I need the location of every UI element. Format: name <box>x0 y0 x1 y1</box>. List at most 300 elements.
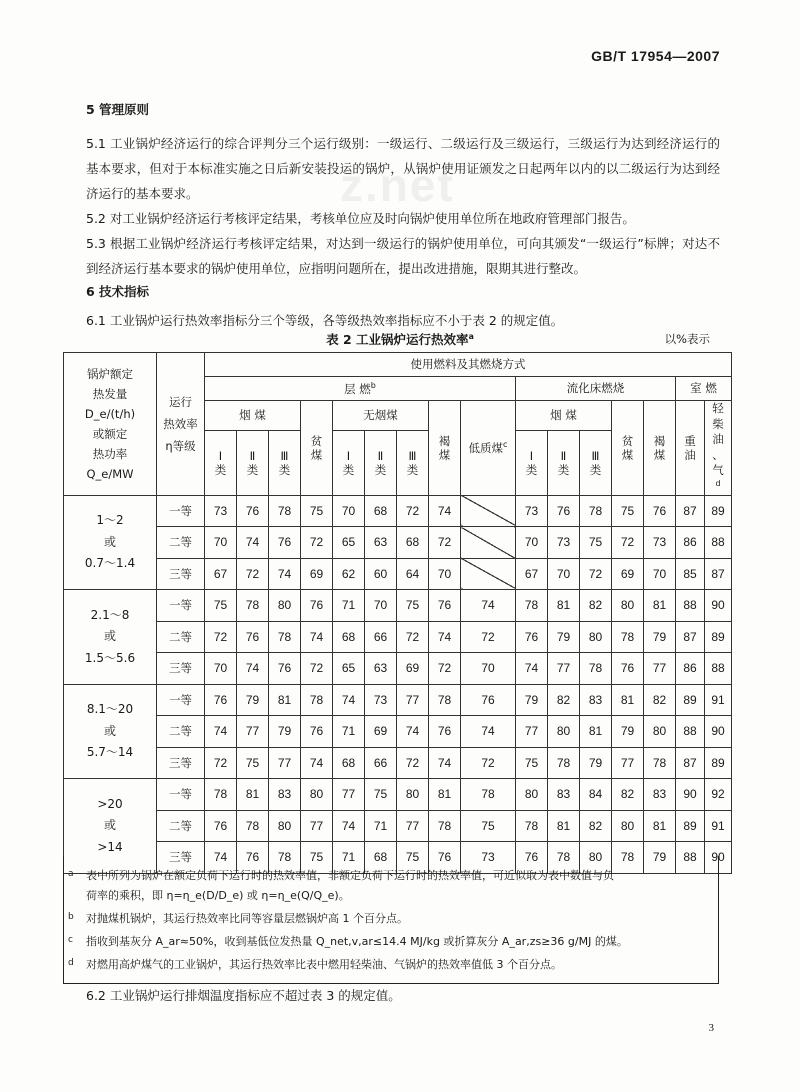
efficiency-value-cell: 74 <box>237 653 269 685</box>
efficiency-value-cell: 81 <box>548 810 580 842</box>
efficiency-value-cell: 74 <box>205 842 237 874</box>
efficiency-value-cell: 78 <box>429 684 461 716</box>
header-grade-line-2: 热效率 <box>163 416 198 431</box>
capacity-range-line: 1～2 <box>96 513 124 528</box>
efficiency-value-cell: 80 <box>269 590 301 622</box>
header-lignite-text-char: 煤 <box>438 447 451 462</box>
efficiency-value-cell: 74 <box>333 810 365 842</box>
grade-cell: 二等 <box>157 810 205 842</box>
header-heavy-oil-text-char: 油 <box>684 447 696 462</box>
watermark: z.net <box>340 159 455 211</box>
efficiency-value-cell: 76 <box>205 810 237 842</box>
header-capacity-line-1: 锅炉额定 <box>87 366 133 381</box>
efficiency-value-cell: 75 <box>461 810 516 842</box>
capacity-range-line: 2.1～8 <box>90 607 130 622</box>
note-a <box>68 866 708 886</box>
header-anth-class-3-text-char: 类 <box>406 462 419 477</box>
header-capacity-line-2: 热发量 <box>92 386 128 401</box>
efficiency-value-cell: 81 <box>612 684 644 716</box>
header-chamber: 室 燃 <box>676 377 732 401</box>
efficiency-value-cell: 74 <box>269 558 301 590</box>
table-row <box>64 527 732 559</box>
header-anth-class-2-text <box>365 449 396 478</box>
header-lignite-text <box>429 434 460 463</box>
efficiency-value-cell: 80 <box>269 810 301 842</box>
efficiency-value-cell: 82 <box>580 590 612 622</box>
header-bit-class-3-text <box>269 449 300 478</box>
header-anth-class-3-text <box>397 449 428 478</box>
efficiency-value-cell: 76 <box>429 842 461 874</box>
header-lignite-text-char: 褐 <box>438 433 451 448</box>
efficiency-value-cell: 79 <box>644 842 676 874</box>
capacity-range-line: 0.7～1.4 <box>84 556 136 571</box>
header-fbit-class-2 <box>548 430 580 495</box>
efficiency-value-cell: 78 <box>237 810 269 842</box>
efficiency-value-cell: 88 <box>705 527 732 559</box>
efficiency-value-cell: 77 <box>548 653 580 685</box>
table-notes <box>63 856 719 984</box>
efficiency-value-cell: 67 <box>205 558 237 590</box>
efficiency-value-cell: 74 <box>429 495 461 527</box>
efficiency-value-cell: 73 <box>461 842 516 874</box>
efficiency-value-cell: 76 <box>429 716 461 748</box>
efficiency-value-cell: 72 <box>461 621 516 653</box>
header-anth-class-3-text-char: Ⅲ <box>408 448 417 463</box>
table-row <box>64 653 732 685</box>
efficiency-value-cell: 76 <box>269 653 301 685</box>
efficiency-value-cell: 80 <box>548 716 580 748</box>
efficiency-value-cell: 75 <box>397 842 429 874</box>
note-a-line-1: 表中所列为锅炉在额定负荷下运行时的热效率值，非额定负荷下运行时的热效率值，可近似取为表中数值与负 <box>86 869 614 882</box>
section-6-heading: 6 技术指标 <box>86 284 150 299</box>
efficiency-value-cell: 78 <box>644 747 676 779</box>
header-low-quality <box>461 401 516 496</box>
grade-cell: 一等 <box>157 684 205 716</box>
efficiency-value-cell: 72 <box>205 747 237 779</box>
header-light-oil-gas-note-mark: d <box>715 478 721 488</box>
header-fbit-class-2-text-char: 类 <box>557 462 570 477</box>
efficiency-value-cell: 91 <box>705 684 732 716</box>
note-d <box>68 955 708 975</box>
header-lean-coal-text-char: 贫 <box>310 433 323 448</box>
header-light-oil-gas-label-char: 、 <box>712 447 724 462</box>
header-bit-class-3-text-char: Ⅲ <box>280 448 289 463</box>
efficiency-value-cell: 78 <box>429 810 461 842</box>
header-heavy-oil-text-char: 重 <box>684 433 696 448</box>
efficiency-value-cell: 76 <box>237 495 269 527</box>
clause-6-2: 6.2 工业锅炉运行排烟温度指标应不超过表 3 的规定值。 <box>86 988 401 1003</box>
efficiency-value-cell: 72 <box>461 747 516 779</box>
table-unit: 以%表示 <box>664 332 710 346</box>
header-light-oil-gas-text <box>705 401 731 495</box>
note-d-mark: d <box>68 958 74 968</box>
header-fbit-class-3-text <box>580 449 611 478</box>
efficiency-value-cell: 74 <box>429 747 461 779</box>
efficiency-value-cell: 77 <box>397 810 429 842</box>
efficiency-value-cell: 72 <box>580 558 612 590</box>
efficiency-value-cell: 80 <box>580 621 612 653</box>
header-anth-class-1-text <box>333 449 364 478</box>
efficiency-value-cell: 77 <box>644 653 676 685</box>
efficiency-value-cell: 77 <box>397 684 429 716</box>
efficiency-value-cell: 72 <box>612 527 644 559</box>
grade-cell: 一等 <box>157 495 205 527</box>
efficiency-value-cell: 68 <box>333 747 365 779</box>
efficiency-value-cell: 68 <box>365 842 397 874</box>
header-grade-lines <box>157 391 204 457</box>
efficiency-value-cell: 92 <box>705 779 732 811</box>
header-fluid-lignite-text-char: 褐 <box>653 433 666 448</box>
efficiency-value-cell: 89 <box>676 684 705 716</box>
header-fuel-method: 使用燃料及其燃烧方式 <box>205 353 732 377</box>
efficiency-value-cell: 77 <box>237 716 269 748</box>
efficiency-value-cell: 77 <box>301 810 333 842</box>
efficiency-value-cell: 90 <box>676 779 705 811</box>
efficiency-value-cell: 60 <box>365 558 397 590</box>
note-a-cont: 荷率的乘积，即 η=η_e(D/D_e) 或 η=η_e(Q/Q_e)。 <box>86 889 350 902</box>
header-low-quality-note-mark: c <box>503 440 508 450</box>
efficiency-value-cell: 76 <box>516 842 548 874</box>
efficiency-table <box>63 352 732 874</box>
header-fbit-class-2-text <box>548 449 579 478</box>
efficiency-value-cell: 88 <box>676 590 705 622</box>
efficiency-value-cell: 90 <box>705 842 732 874</box>
efficiency-value-cell: 78 <box>580 495 612 527</box>
efficiency-value-cell: 88 <box>676 716 705 748</box>
efficiency-value-cell: 82 <box>580 810 612 842</box>
efficiency-value-cell: 73 <box>205 495 237 527</box>
table-row <box>64 747 732 779</box>
efficiency-value-cell: 77 <box>333 779 365 811</box>
note-c-mark: c <box>68 935 73 945</box>
header-grade-line-3: η等级 <box>165 438 196 453</box>
efficiency-value-cell: 68 <box>333 621 365 653</box>
header-fbit-class-1-text-char: 类 <box>525 462 538 477</box>
table-row <box>64 590 732 622</box>
header-fbit-class-1 <box>516 430 548 495</box>
efficiency-value-cell: 76 <box>429 590 461 622</box>
header-lignite <box>429 401 461 496</box>
note-b-mark: b <box>68 912 74 922</box>
capacity-range-line: 8.1～20 <box>86 702 134 717</box>
header-fbit-class-3 <box>580 430 612 495</box>
grade-cell: 三等 <box>157 842 205 874</box>
efficiency-value-cell: 72 <box>301 527 333 559</box>
header-layered <box>205 377 516 401</box>
efficiency-value-cell: 78 <box>516 590 548 622</box>
efficiency-value-cell: 75 <box>237 747 269 779</box>
efficiency-value-cell: 69 <box>612 558 644 590</box>
efficiency-value-cell: 70 <box>548 558 580 590</box>
efficiency-value-cell: 78 <box>269 495 301 527</box>
efficiency-value-cell: 79 <box>580 747 612 779</box>
not-applicable-cell <box>461 495 516 527</box>
efficiency-value-cell: 78 <box>580 653 612 685</box>
header-anth-class-2 <box>365 430 397 495</box>
efficiency-value-cell: 78 <box>516 810 548 842</box>
efficiency-value-cell: 78 <box>269 842 301 874</box>
efficiency-value-cell: 72 <box>237 558 269 590</box>
header-low-quality-label: 低质煤 <box>468 441 504 456</box>
efficiency-value-cell: 89 <box>705 621 732 653</box>
header-heavy-oil-text <box>676 434 704 463</box>
efficiency-value-cell: 70 <box>429 558 461 590</box>
header-heavy-oil <box>676 401 705 496</box>
efficiency-value-cell: 75 <box>580 527 612 559</box>
header-anth-class-1-text-char: Ⅰ <box>346 448 351 463</box>
efficiency-value-cell: 66 <box>365 747 397 779</box>
header-fluid-lean-coal-text-char: 煤 <box>621 447 634 462</box>
header-light-oil-gas-label-char: 轻 <box>712 401 724 415</box>
efficiency-value-cell: 80 <box>612 590 644 622</box>
header-bit-class-3-text-char: 类 <box>278 462 291 477</box>
efficiency-value-cell: 82 <box>644 684 676 716</box>
header-anth-class-1-text-char: 类 <box>342 462 355 477</box>
efficiency-value-cell: 71 <box>333 590 365 622</box>
header-low-quality-text <box>461 440 515 455</box>
efficiency-value-cell: 70 <box>333 495 365 527</box>
efficiency-value-cell: 70 <box>205 653 237 685</box>
capacity-range-line: 或 <box>103 818 116 833</box>
efficiency-value-cell: 75 <box>301 842 333 874</box>
table-row <box>64 495 732 527</box>
efficiency-value-cell: 74 <box>516 653 548 685</box>
efficiency-value-cell: 79 <box>548 621 580 653</box>
header-fbit-class-3-text-char: Ⅲ <box>591 448 600 463</box>
efficiency-value-cell: 90 <box>705 716 732 748</box>
efficiency-value-cell: 91 <box>705 810 732 842</box>
efficiency-value-cell: 79 <box>644 621 676 653</box>
efficiency-value-cell: 88 <box>676 842 705 874</box>
efficiency-value-cell: 82 <box>612 779 644 811</box>
header-anth-class-2-text-char: Ⅱ <box>377 448 384 463</box>
efficiency-value-cell: 69 <box>365 716 397 748</box>
standard-code: GB/T 17954—2007 <box>591 48 720 64</box>
efficiency-value-cell: 70 <box>461 653 516 685</box>
table-row <box>64 558 732 590</box>
efficiency-value-cell: 73 <box>548 527 580 559</box>
header-fbit-class-1-text-char: Ⅰ <box>529 448 534 463</box>
header-fluid-lean-coal <box>612 401 644 496</box>
header-fluid-lean-coal-text <box>612 434 643 463</box>
efficiency-value-cell: 81 <box>548 590 580 622</box>
section-5-heading: 5 管理原则 <box>86 102 150 117</box>
header-lean-coal-text-char: 煤 <box>310 447 323 462</box>
header-bit-class-2 <box>237 430 269 495</box>
efficiency-value-cell: 73 <box>365 684 397 716</box>
efficiency-value-cell: 74 <box>429 621 461 653</box>
header-capacity <box>64 353 157 496</box>
efficiency-value-cell: 69 <box>301 558 333 590</box>
note-c <box>68 932 708 952</box>
header-capacity-line-4: 或额定 <box>92 426 128 441</box>
efficiency-value-cell: 79 <box>516 684 548 716</box>
efficiency-value-cell: 80 <box>397 779 429 811</box>
efficiency-value-cell: 71 <box>365 810 397 842</box>
grade-cell: 三等 <box>157 558 205 590</box>
efficiency-value-cell: 87 <box>676 495 705 527</box>
efficiency-value-cell: 76 <box>612 653 644 685</box>
efficiency-value-cell: 89 <box>705 747 732 779</box>
efficiency-value-cell: 74 <box>301 747 333 779</box>
efficiency-value-cell: 78 <box>612 621 644 653</box>
table-title-text: 表 2 工业锅炉运行热效率 <box>326 332 469 347</box>
header-capacity-line-6: Q_e/MW <box>86 466 134 481</box>
efficiency-value-cell: 85 <box>676 558 705 590</box>
table-row <box>64 621 732 653</box>
grade-cell: 二等 <box>157 621 205 653</box>
efficiency-value-cell: 74 <box>333 684 365 716</box>
header-grade-line-1: 运行 <box>169 394 192 409</box>
header-bit-class-3 <box>269 430 301 495</box>
efficiency-value-cell: 80 <box>516 779 548 811</box>
efficiency-value-cell: 81 <box>580 716 612 748</box>
efficiency-value-cell: 83 <box>269 779 301 811</box>
efficiency-value-cell: 81 <box>644 810 676 842</box>
efficiency-value-cell: 77 <box>516 716 548 748</box>
efficiency-value-cell: 74 <box>205 716 237 748</box>
efficiency-value-cell: 70 <box>365 590 397 622</box>
efficiency-value-cell: 76 <box>205 684 237 716</box>
grade-cell: 二等 <box>157 527 205 559</box>
grade-cell: 一等 <box>157 779 205 811</box>
capacity-range-line: 或 <box>103 723 116 738</box>
not-applicable-cell <box>461 527 516 559</box>
efficiency-value-cell: 78 <box>237 590 269 622</box>
efficiency-value-cell: 75 <box>516 747 548 779</box>
efficiency-value-cell: 78 <box>612 842 644 874</box>
efficiency-value-cell: 73 <box>644 527 676 559</box>
capacity-range-cell <box>64 590 157 685</box>
header-layered-text: 层 燃 <box>344 381 371 396</box>
efficiency-value-cell: 67 <box>516 558 548 590</box>
header-lean-coal-text <box>301 434 332 463</box>
efficiency-value-cell: 76 <box>301 590 333 622</box>
header-light-oil-gas-label-char: 油 <box>712 432 724 447</box>
efficiency-value-cell: 63 <box>365 653 397 685</box>
note-b-line: 对抛煤机锅炉，其运行热效率比同等容量层燃锅炉高 1 个百分点。 <box>86 912 408 925</box>
header-fluid-bituminous: 烟 煤 <box>516 401 612 431</box>
header-light-oil-gas-label <box>705 401 731 479</box>
table-row <box>64 684 732 716</box>
header-bit-class-2-text-char: 类 <box>246 462 259 477</box>
efficiency-value-cell: 86 <box>676 653 705 685</box>
capacity-range-line: 5.7～14 <box>86 745 134 760</box>
header-fluid-lean-coal-text-char: 贫 <box>621 433 634 448</box>
header-anth-class-2-text-char: 类 <box>374 462 387 477</box>
efficiency-value-cell: 72 <box>301 653 333 685</box>
efficiency-value-cell: 76 <box>516 621 548 653</box>
efficiency-value-cell: 74 <box>301 621 333 653</box>
efficiency-value-cell: 86 <box>676 527 705 559</box>
efficiency-value-cell: 87 <box>705 558 732 590</box>
efficiency-value-cell: 75 <box>397 590 429 622</box>
efficiency-value-cell: 78 <box>548 842 580 874</box>
clause-5-3: 5.3 根据工业锅炉经济运行考核评定结果，对达到一级运行的锅炉使用单位，可向其颁发“一级运行”标牌；对达不到经济运行基本要求的锅炉使用单位，应指明问题所在，提出改进措施，限期其进行整改。 <box>86 236 720 276</box>
efficiency-value-cell: 83 <box>548 779 580 811</box>
efficiency-value-cell: 88 <box>705 653 732 685</box>
table-title-note-mark: a <box>468 331 474 341</box>
efficiency-value-cell: 80 <box>301 779 333 811</box>
efficiency-value-cell: 74 <box>397 716 429 748</box>
clause-5-2: 5.2 对工业锅炉经济运行考核评定结果，考核单位应及时向锅炉使用单位所在地政府管理部门报告。 <box>86 211 635 226</box>
header-layered-note-mark: b <box>370 380 376 390</box>
efficiency-value-cell: 79 <box>269 716 301 748</box>
header-light-oil-gas-label-char: 柴 <box>712 416 724 431</box>
efficiency-value-cell: 69 <box>397 653 429 685</box>
header-bit-class-1-text <box>205 449 236 478</box>
table-row <box>64 810 732 842</box>
header-fluidized: 流化床燃烧 <box>516 377 676 401</box>
capacity-range-line: 或 <box>103 629 116 644</box>
note-d-line: 对燃用高炉煤气的工业锅炉，其运行热效率比表中燃用轻柴油、气锅炉的热效率值低 3 个百分点。 <box>86 958 562 971</box>
efficiency-value-cell: 78 <box>461 779 516 811</box>
efficiency-value-cell: 76 <box>644 495 676 527</box>
header-bit-class-1-text-char: Ⅰ <box>218 448 223 463</box>
efficiency-value-cell: 65 <box>333 653 365 685</box>
header-anth-class-1 <box>333 430 365 495</box>
efficiency-value-cell: 76 <box>237 842 269 874</box>
efficiency-value-cell: 82 <box>548 684 580 716</box>
not-applicable-cell <box>461 558 516 590</box>
efficiency-value-cell: 62 <box>333 558 365 590</box>
grade-cell: 二等 <box>157 716 205 748</box>
efficiency-value-cell: 87 <box>676 621 705 653</box>
efficiency-value-cell: 71 <box>333 842 365 874</box>
efficiency-value-cell: 71 <box>333 716 365 748</box>
efficiency-value-cell: 80 <box>612 810 644 842</box>
efficiency-value-cell: 87 <box>676 747 705 779</box>
efficiency-value-cell: 79 <box>612 716 644 748</box>
efficiency-value-cell: 72 <box>429 653 461 685</box>
page-number: 3 <box>708 1022 714 1034</box>
efficiency-value-cell: 78 <box>548 747 580 779</box>
efficiency-value-cell: 68 <box>397 527 429 559</box>
efficiency-value-cell: 68 <box>365 495 397 527</box>
capacity-range-cell <box>64 684 157 779</box>
efficiency-value-cell: 83 <box>580 684 612 716</box>
efficiency-value-cell: 75 <box>301 495 333 527</box>
efficiency-value-cell: 89 <box>705 495 732 527</box>
efficiency-value-cell: 72 <box>397 621 429 653</box>
efficiency-value-cell: 76 <box>237 621 269 653</box>
efficiency-value-cell: 78 <box>301 684 333 716</box>
efficiency-value-cell: 79 <box>237 684 269 716</box>
capacity-range-line: 或 <box>103 534 116 549</box>
efficiency-value-cell: 63 <box>365 527 397 559</box>
header-bit-class-2-text-char: Ⅱ <box>249 448 256 463</box>
efficiency-value-cell: 76 <box>301 716 333 748</box>
header-capacity-line-5: 热功率 <box>92 446 128 461</box>
efficiency-value-cell: 76 <box>461 684 516 716</box>
header-grade <box>157 353 205 496</box>
efficiency-value-cell: 81 <box>644 590 676 622</box>
efficiency-value-cell: 75 <box>365 779 397 811</box>
header-fluid-lignite-text-char: 煤 <box>653 447 666 462</box>
header-light-oil-gas-label-char: 气 <box>712 463 724 478</box>
efficiency-value-cell: 81 <box>429 779 461 811</box>
efficiency-value-cell: 76 <box>548 495 580 527</box>
efficiency-value-cell: 73 <box>516 495 548 527</box>
efficiency-value-cell: 81 <box>269 684 301 716</box>
efficiency-value-cell: 70 <box>644 558 676 590</box>
efficiency-value-cell: 65 <box>333 527 365 559</box>
efficiency-value-cell: 64 <box>397 558 429 590</box>
efficiency-value-cell: 78 <box>205 779 237 811</box>
efficiency-value-cell: 77 <box>612 747 644 779</box>
efficiency-value-cell: 76 <box>269 527 301 559</box>
capacity-range-line: 1.5～5.6 <box>84 650 136 665</box>
